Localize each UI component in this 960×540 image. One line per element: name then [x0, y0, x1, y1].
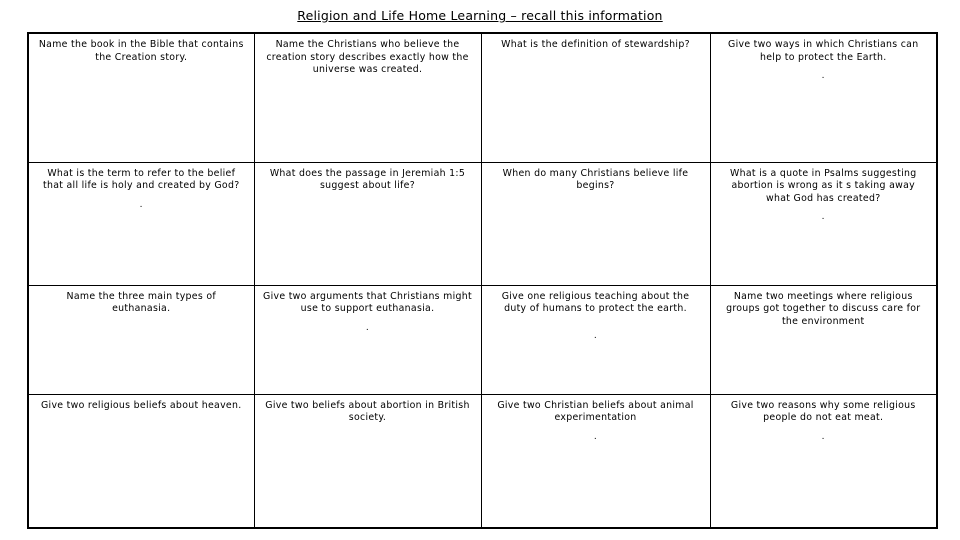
question-text: Name two meetings where religious groups got together to discuss care for the environment	[726, 290, 921, 327]
page-title: Religion and Life Home Learning – recall this information	[297, 8, 663, 23]
mark: .	[365, 322, 370, 333]
mark: .	[821, 431, 825, 442]
question-text: Give two reasons why some religious people do not eat meat.	[730, 399, 916, 423]
question-cell[interactable]	[254, 285, 481, 394]
question-text: Give two ways in which Christians can help to protect the Earth.	[728, 39, 919, 63]
question-text: What is the term to refer to the belief that all life is holy and created by God?	[42, 167, 240, 191]
question-cell[interactable]	[710, 394, 937, 528]
question-cell[interactable]	[481, 33, 710, 162]
question-cell[interactable]	[28, 162, 254, 285]
question-cell[interactable]	[254, 33, 481, 162]
question-text: Name the book in the Bible that contains the Creation story.	[38, 39, 244, 63]
question-text: Give two Christian beliefs about animal experimentation	[497, 399, 694, 423]
question-text: Give two religious beliefs about heaven.	[40, 399, 242, 411]
question-cell[interactable]	[28, 33, 254, 162]
question-cell[interactable]	[481, 162, 710, 285]
question-cell[interactable]	[481, 394, 710, 528]
question-text: When do many Christians believe life begins?	[502, 167, 689, 191]
question-text: Name the three main types of euthanasia.	[66, 290, 216, 314]
grid-row	[28, 33, 937, 162]
question-cell[interactable]	[254, 394, 481, 528]
question-cell[interactable]	[254, 162, 481, 285]
question-text: What is the definition of stewardship?	[501, 39, 690, 50]
mark: .	[593, 330, 598, 341]
grid-row	[28, 162, 937, 285]
mark: .	[821, 212, 825, 222]
grid-row	[28, 285, 937, 394]
question-text: Give two beliefs about abortion in British society.	[265, 399, 470, 423]
question-text: Name the Christians who believe the creation story describes exactly how the universe was created.	[266, 39, 469, 75]
question-cell[interactable]	[481, 285, 710, 394]
grid-row	[28, 394, 937, 528]
question-text: Give one religious teaching about the duty of humans to protect the earth.	[501, 290, 690, 314]
question-cell[interactable]	[28, 285, 254, 394]
mark: .	[139, 199, 143, 210]
question-cell[interactable]	[28, 394, 254, 528]
question-cell[interactable]	[710, 33, 937, 162]
question-text: What is a quote in Psalms suggesting abortion is wrong as it s taking away what God has created?	[730, 167, 917, 204]
question-cell[interactable]	[710, 162, 937, 285]
question-text: Give two arguments that Christians might use to support euthanasia.	[263, 290, 472, 314]
question-text: What does the passage in Jeremiah 1:5 suggest about life?	[269, 167, 466, 191]
question-cell[interactable]	[710, 285, 937, 394]
mark: .	[593, 431, 598, 442]
mark: .	[821, 71, 825, 81]
question-grid	[27, 32, 938, 529]
